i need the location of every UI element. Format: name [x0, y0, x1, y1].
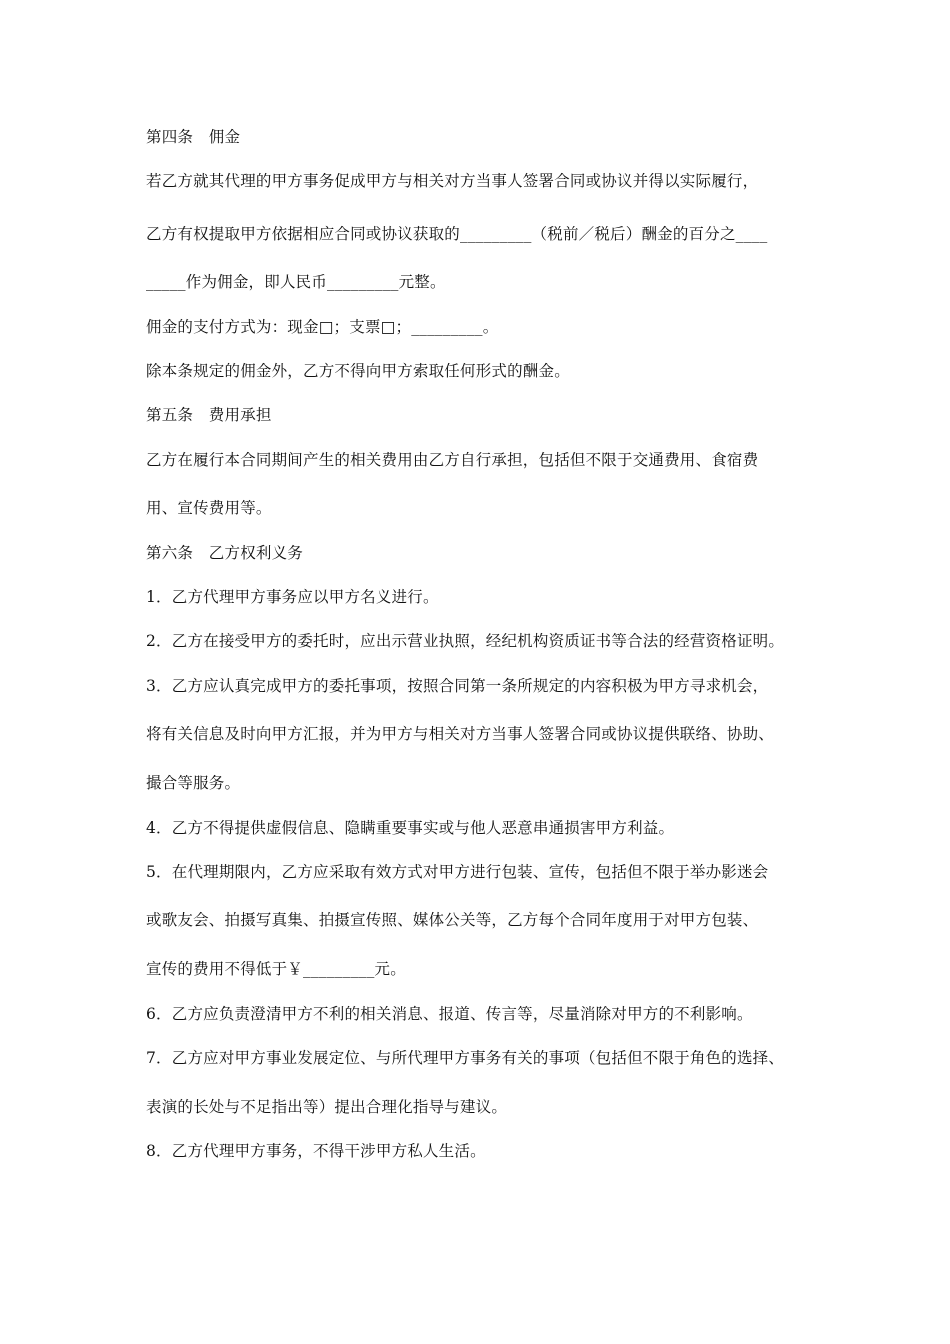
- list-item-continuation: 将有关信息及时向甲方汇报，并为甲方与相关对方当事人签署合同或协议提供联络、协助、: [146, 725, 775, 743]
- paragraph-line: 佣金的支付方式为：现金□；支票□；_________。: [146, 318, 499, 336]
- list-item: 4．乙方不得提供虚假信息、隐瞒重要事实或与他人恶意串通损害甲方利益。: [146, 819, 675, 837]
- list-item: 7．乙方应对甲方事业发展定位、与所代理甲方事务有关的事项（包括但不限于角色的选择、: [146, 1049, 785, 1067]
- paragraph-line: 除本条规定的佣金外，乙方不得向甲方索取任何形式的酬金。: [146, 362, 570, 380]
- list-item: 8．乙方代理甲方事务，不得干涉甲方私人生活。: [146, 1142, 486, 1160]
- article-5-heading: 第五条 费用承担: [146, 406, 272, 424]
- list-item-continuation: 宣传的费用不得低于￥_________元。: [146, 960, 406, 978]
- article-4-heading: 第四条 佣金: [146, 128, 241, 146]
- list-item-continuation: 表演的长处与不足指出等）提出合理化指导与建议。: [146, 1098, 508, 1116]
- article-6-heading: 第六条 乙方权利义务: [146, 544, 304, 562]
- paragraph-line: 乙方有权提取甲方依据相应合同或协议获取的_________（税前／税后）酬金的百分之____: [146, 225, 768, 243]
- list-item-continuation: 撮合等服务。: [146, 774, 241, 792]
- list-item: 5．在代理期限内，乙方应采取有效方式对甲方进行包装、宣传，包括但不限于举办影迷会: [146, 863, 769, 881]
- list-item: 6．乙方应负责澄清甲方不利的相关消息、报道、传言等，尽量消除对甲方的不利影响。: [146, 1005, 753, 1023]
- list-item: 1．乙方代理甲方事务应以甲方名义进行。: [146, 588, 439, 606]
- list-item-continuation: 或歌友会、拍摄写真集、拍摄宣传照、媒体公关等，乙方每个合同年度用于对甲方包装、: [146, 911, 759, 929]
- paragraph-line: 若乙方就其代理的甲方事务促成甲方与相关对方当事人签署合同或协议并得以实际履行，: [146, 172, 759, 190]
- list-item: 2．乙方在接受甲方的委托时，应出示营业执照，经纪机构资质证书等合法的经营资格证明。: [146, 632, 785, 650]
- paragraph-line: 用、宣传费用等。: [146, 499, 272, 517]
- list-item: 3．乙方应认真完成甲方的委托事项，按照合同第一条所规定的内容积极为甲方寻求机会，: [146, 677, 769, 695]
- paragraph-line: 乙方在履行本合同期间产生的相关费用由乙方自行承担，包括但不限于交通费用、食宿费: [146, 451, 759, 469]
- paragraph-line: _____作为佣金，即人民币_________元整。: [146, 273, 446, 291]
